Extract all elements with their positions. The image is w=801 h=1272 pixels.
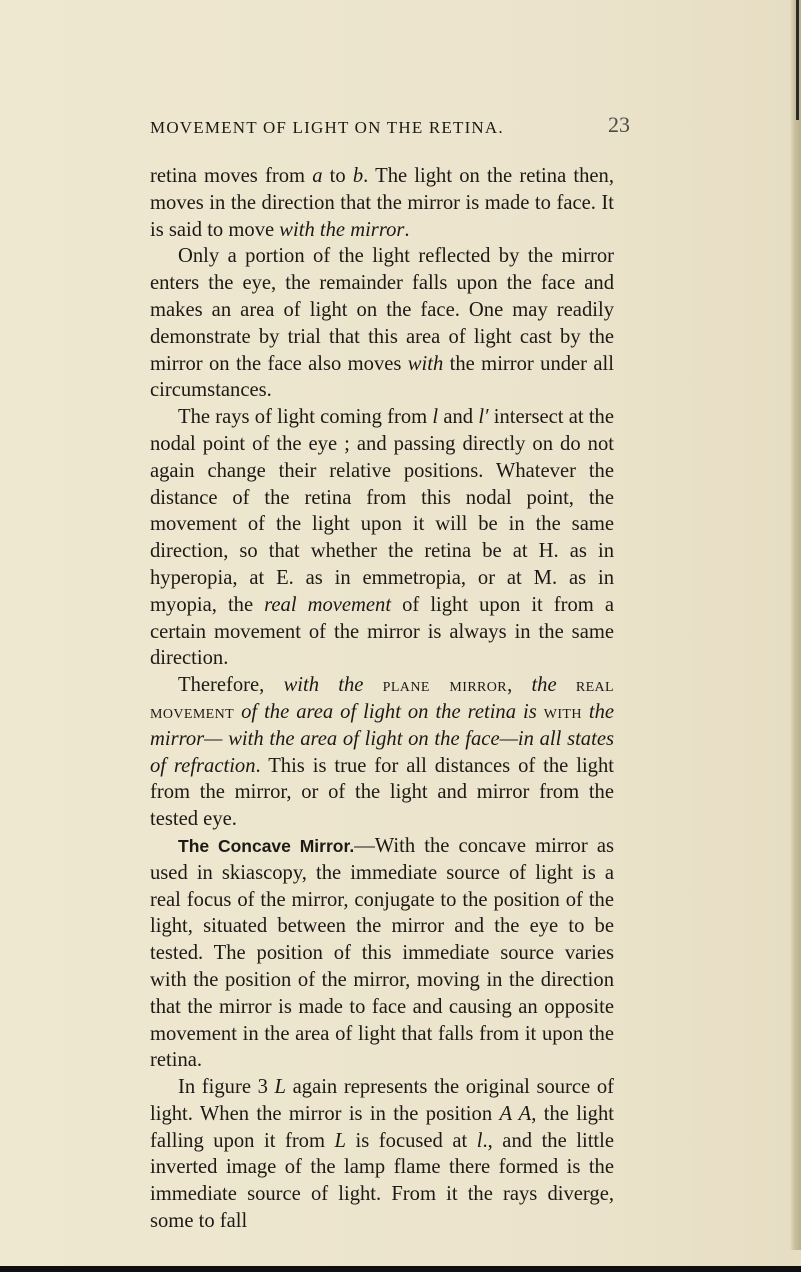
text-run: . This is true for all distances of the light from the mirror, or of the light and mirror from the tested eye.	[150, 754, 614, 831]
paragraph-2	[150, 243, 614, 404]
italic-run: with the mirror	[279, 218, 405, 241]
text-run: and	[438, 406, 479, 429]
page-edge-shadow	[790, 0, 801, 1250]
italic-run: the mirror— with the area of light on the face—in all states of refraction	[150, 700, 615, 777]
italic-run: with the	[283, 674, 364, 697]
page-edge-mark	[796, 0, 799, 120]
italic-run: l	[476, 1129, 483, 1152]
text-run: again represents the original source of light. When the mirror is in the position	[150, 1076, 614, 1125]
italic-run: l	[432, 406, 439, 429]
body-text	[150, 163, 614, 1235]
italic-run: the	[531, 674, 557, 697]
text-run: —With the concave mirror as used in skiascopy, the immediate source of light is a real focus of the mirror, conjugate to the position of the light, situated between the mirror and the eye to be tested. The position of this immediate source varies with the position of the mirror, moving in the direction that the mirror is made to face and causing an opposite movement in the area of light that falls from it upon the retina.	[150, 834, 614, 1072]
italic-run: A A	[499, 1102, 532, 1125]
text-run: , the light falling upon it from	[150, 1102, 614, 1152]
page-number: 23	[608, 112, 630, 137]
text-run: The rays of light coming from	[178, 406, 433, 429]
italic-run: L	[274, 1076, 286, 1099]
section-heading: The Concave Mirror.	[178, 835, 355, 856]
italic-run: L	[334, 1129, 346, 1152]
running-head: MOVEMENT OF LIGHT ON THE RETINA.	[150, 118, 504, 137]
paragraph-4	[150, 672, 614, 833]
page-header	[150, 112, 630, 144]
text-run: ,	[507, 674, 532, 697]
text-run: Therefore,	[178, 674, 284, 697]
text-run: In figure 3	[178, 1076, 275, 1099]
text-run: is focused at	[346, 1129, 477, 1152]
paragraph-3	[150, 404, 614, 672]
paragraph-1	[150, 163, 614, 243]
paragraph-5	[150, 833, 614, 1074]
text-run: ., and the little inverted image of the lamp flame there formed is the immediate source of light. From it the rays diverge, some to fall	[150, 1129, 614, 1233]
italic-run: a	[312, 165, 323, 187]
text-run: the mirror under all circumstances.	[150, 352, 614, 402]
text-run: .	[404, 218, 410, 241]
small-caps-run: with	[543, 700, 582, 723]
italic-run: b	[352, 165, 364, 187]
italic-run: l′	[478, 406, 489, 429]
text-run: to	[322, 165, 353, 187]
small-caps-run: plane mirror	[382, 674, 508, 697]
italic-run: real movement	[264, 593, 392, 616]
text-run: retina moves from	[150, 165, 313, 187]
text-run: of light upon it from a certain movement of the mirror is always in the same direction.	[150, 593, 615, 670]
italic-run: of the area of light on the retina is	[241, 700, 537, 723]
text-run: Only a portion of the light reflected by the mirror enters the eye, the remainder falls upon the face and makes an area of light on the face. One may readily demonstrate by trial that this area of light cast by the mirror on the face also moves	[150, 245, 614, 375]
italic-run: with	[407, 352, 444, 375]
scan-bottom-edge	[0, 1266, 801, 1272]
small-caps-run: real movement	[150, 674, 615, 723]
paragraph-6	[150, 1074, 614, 1235]
text-run: . The light on the retina then, moves in the direction that the mirror is made to face. It is said to move	[150, 165, 614, 241]
text-run: intersect at the nodal point of the eye ; and passing directly on do not again change their relative positions. Whatever the distance of the retina from this nodal point, the movement of the light upon it will be in the same direction, so that whether the retina be at H. as in hyperopia, at E. as in emmetropia, or at M. as in myopia, the	[150, 406, 614, 616]
